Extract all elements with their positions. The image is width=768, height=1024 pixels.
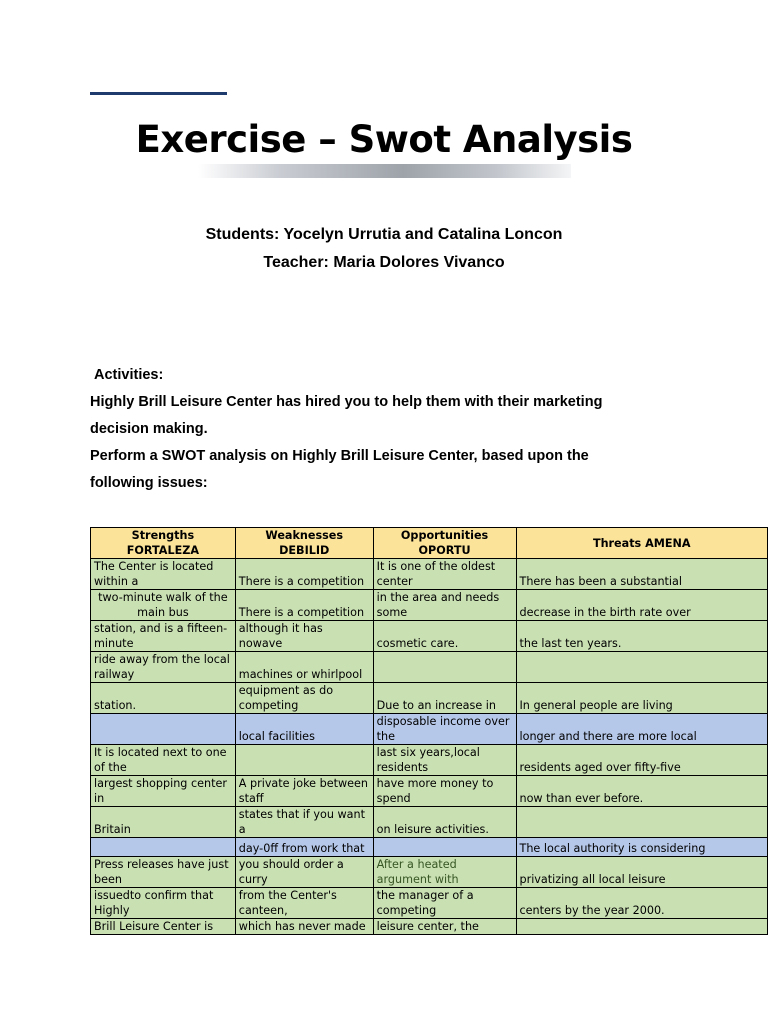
column-header: Weaknesses DEBILID [235,528,373,559]
table-cell [516,919,768,935]
teacher-line: Teacher: Maria Dolores Vivanco [263,254,505,271]
table-row [91,559,768,590]
title-underline-bar [198,164,571,178]
page-title: Exercise – Swot Analysis [135,118,633,161]
table-row [91,745,768,776]
table-cell: station, and is a fifteen-minute [91,621,236,652]
table-cell [373,652,516,683]
table-cell: cosmetic care. [373,621,516,652]
table-cell: In general people are living [516,683,768,714]
column-header: Opportunities OPORTU [373,528,516,559]
table-cell: last six years,local residents [373,745,516,776]
table-cell: residents aged over fifty-five [516,745,768,776]
activities-text-line: Highly Brill Leisure Center has hired you to help them with their marketing [90,394,603,410]
table-cell: longer and there are more local [516,714,768,745]
swot-table [90,527,768,935]
table-cell: Britain [91,807,236,838]
table-row [91,838,768,857]
table-cell: on leisure activities. [373,807,516,838]
table-cell: There is a competition [235,590,373,621]
activities-text-line: following issues: [90,475,208,491]
students-line: Students: Yocelyn Urrutia and Catalina Loncon [205,226,563,243]
table-cell: largest shopping center in [91,776,236,807]
table-cell: centers by the year 2000. [516,888,768,919]
table-cell [91,714,236,745]
table-cell: The Center is located within a [91,559,236,590]
table-cell: A private joke between staff [235,776,373,807]
activities-block [90,362,650,497]
table-cell: day-0ff from work that [235,838,373,857]
table-cell: machines or whirlpool [235,652,373,683]
table-cell: The local authority is considering [516,838,768,857]
table-cell: the last ten years. [516,621,768,652]
table-cell [91,838,236,857]
table-cell: in the area and needs some [373,590,516,621]
table-cell: now than ever before. [516,776,768,807]
header-rule [90,92,227,95]
column-header: Threats AMENA [516,528,768,559]
table-cell: After a heated argument with [373,857,516,888]
table-cell: decrease in the birth rate over [516,590,768,621]
table-cell: issuedto confirm that Highly [91,888,236,919]
table-cell: Due to an increase in [373,683,516,714]
column-header: Strengths FORTALEZA [91,528,236,559]
table-cell: from the Center's canteen, [235,888,373,919]
table-row [91,776,768,807]
table-cell: equipment as do competing [235,683,373,714]
table-row [91,683,768,714]
table-cell [373,838,516,857]
table-cell: two-minute walk of the main bus [91,590,236,621]
table-cell: station. [91,683,236,714]
table-row [91,888,768,919]
table-row [91,714,768,745]
table-cell: privatizing all local leisure [516,857,768,888]
table-cell: leisure center, the [373,919,516,935]
table-cell: although it has nowave [235,621,373,652]
table-cell: ride away from the local railway [91,652,236,683]
table-cell: you should order a curry [235,857,373,888]
table-cell: local facilities [235,714,373,745]
table-cell: It is one of the oldest center [373,559,516,590]
table-cell: There is a competition [235,559,373,590]
table-cell: It is located next to one of the [91,745,236,776]
table-cell: states that if you want a [235,807,373,838]
table-cell: Brill Leisure Center is [91,919,236,935]
activities-label: Activities: [94,367,164,383]
table-cell [516,807,768,838]
table-header-row [91,528,768,559]
table-cell: the manager of a competing [373,888,516,919]
table-cell: disposable income over the [373,714,516,745]
table-row [91,652,768,683]
table-cell: Press releases have just been [91,857,236,888]
activities-text-line: Perform a SWOT analysis on Highly Brill Leisure Center, based upon the [90,448,589,464]
table-row [91,857,768,888]
table-row [91,919,768,935]
table-cell [235,745,373,776]
table-cell: have more money to spend [373,776,516,807]
table-row [91,621,768,652]
table-cell [516,652,768,683]
table-row [91,590,768,621]
table-cell: There has been a substantial [516,559,768,590]
activities-text-line: decision making. [90,421,208,437]
table-cell: which has never made [235,919,373,935]
table-row [91,807,768,838]
